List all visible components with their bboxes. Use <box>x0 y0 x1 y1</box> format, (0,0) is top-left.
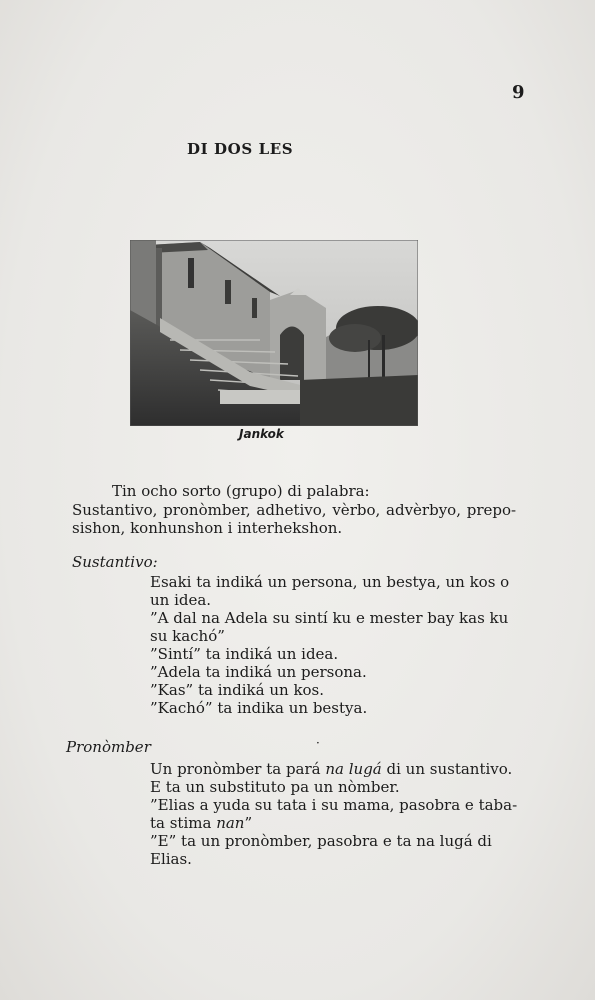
pronomber-line-2: E ta un substituto pa un nòmber. <box>150 778 400 796</box>
page-number: 9 <box>512 82 526 103</box>
pronomber-line-4: ta stima nan” <box>150 814 253 832</box>
sustantivo-line: Esaki ta indiká un persona, un bestya, un kos o <box>150 573 510 591</box>
intro-line-2: Sustantivo, pronòmber, adhetivo, vèrbo, advèrbyo, prepo- <box>72 501 517 519</box>
pronomber-line-6: Elias. <box>150 850 192 868</box>
pronomber-line-1: Un pronòmber ta pará na lugá di un sustantivo. <box>150 760 513 778</box>
jankok-building-image <box>130 240 418 426</box>
sustantivo-line: ”A dal na Adela su sintí ku e mester bay kas ku <box>150 609 509 627</box>
intro-line-1: Tin ocho sorto (grupo) di palabra: <box>112 482 370 500</box>
sustantivo-heading: Sustantivo: <box>72 553 158 571</box>
intro-line-3: sishon, konhunshon i interhekshon. <box>72 519 343 537</box>
sustantivo-line: ”Kas” ta indiká un kos. <box>150 681 325 699</box>
sustantivo-body <box>150 573 509 717</box>
sustantivo-line: ”Kachó” ta indika un bestya. <box>150 699 368 717</box>
jankok-photo <box>130 240 418 426</box>
sustantivo-line: un idea. <box>150 591 212 609</box>
lesson-title: DI DOS LES <box>187 140 294 158</box>
pronomber-line-3: ”Elias a yuda su tata i su mama, pasobra e taba- <box>150 796 518 814</box>
pronomber-line-5: ”E” ta un pronòmber, pasobra e ta na lugá di <box>150 832 492 850</box>
photo-caption: Jankok <box>239 427 284 441</box>
pronomber-heading: Pronòmber <box>66 738 151 756</box>
sustantivo-line: ”Adela ta indiká un persona. <box>150 663 367 681</box>
pronomber-body <box>150 760 517 868</box>
sustantivo-line: su kachó” <box>150 627 225 645</box>
sustantivo-line: ”Sintí” ta indiká un idea. <box>150 645 339 663</box>
stray-mark: · <box>316 736 320 750</box>
